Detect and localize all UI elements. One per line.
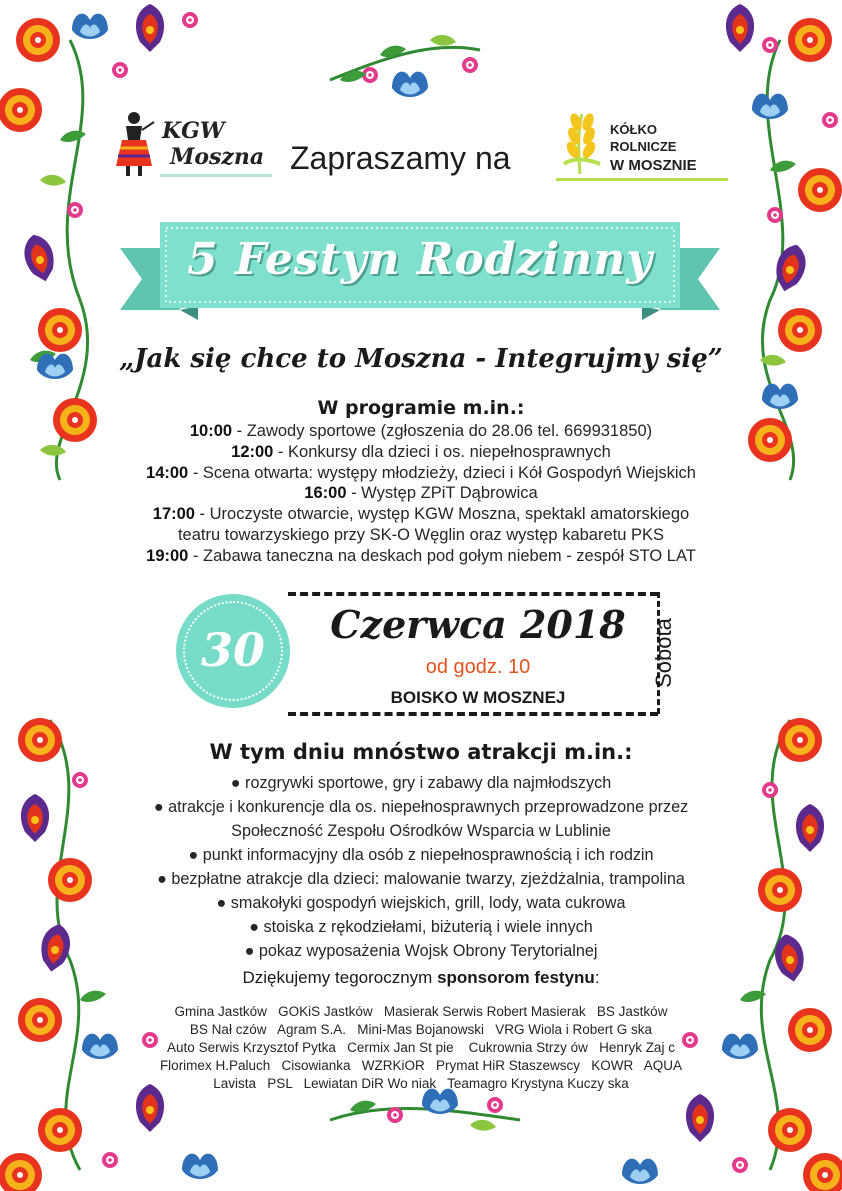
kolko-line2: ROLNICZE [610,139,677,154]
invite-text: Zapraszamy na [290,140,511,176]
attraction-item: Społeczność Zespołu Ośrodków Wsparcia w Lublinie [231,822,611,840]
folk-woman-icon [112,108,158,178]
sponsors-line: Florimex H.Paluch Cisowianka WZRKiOR Prymat HiR Staszewscy KOWR AQUA [159,1058,683,1073]
attraction-item: ● rozgrywki sportowe, gry i zabawy dla najmłodszych [230,774,612,792]
date-top-dash [288,592,658,596]
kgw-logo [112,108,272,178]
program-item: 17:00 - Uroczyste otwarcie, występ KGW Moszna, spektakl amatorskiego [152,505,690,524]
festival-motto: „Jak się chce to Moszna - Integrujmy się” [119,344,723,374]
program-item: 14:00 - Scena otwarta: występy młodzieży, dzieci i Kół Gospodyń Wiejskich [146,463,696,482]
sponsors-line: Gmina Jastków GOKiS Jastków Masierak Serwis Robert Masierak BS Jastków [174,1004,668,1019]
date-bottom-dash [288,712,658,716]
kgw-name-line1: KGW [162,118,225,144]
attraction-item: ● smakołyki gospodyń wiejskich, grill, lody, wata cukrowa [216,894,626,912]
wheat-icon [556,108,606,176]
kolko-line3: W MOSZNIE [610,157,697,174]
date-weekday: Sobota [651,618,676,688]
sponsors-thanks: Dziękujemy tegorocznym sponsorom festynu: [242,968,600,987]
sponsors-line: BS Nał czów Agram S.A. Mini-Mas Bojanowski VRG Wiola i Robert G ska [189,1022,653,1037]
date-circle [176,594,290,708]
program-list [80,421,762,567]
sponsors-line: Auto Serwis Krzysztof Pytka Cermix Jan St pie Cukrownia Strzy ów Henryk Zaj c [167,1040,675,1055]
attraction-item: ● stoiska z rękodziełami, biżuterią i wiele innych [249,918,593,936]
program-heading: W programie m.in.: [317,397,525,419]
attractions-heading: W tym dniu mnóstwo atrakcji m.in.: [209,740,633,764]
kolko-underline [556,178,728,181]
attraction-item: ● punkt informacyjny dla osób z niepełnosprawnością i ich rodzin [188,846,654,864]
attraction-item: ● pokaz wyposażenia Wojsk Obrony Terytorialnej [244,942,598,960]
date-place: BOISKO W MOSZNEJ [390,688,566,707]
kolko-line1: KÓŁKO [610,122,657,137]
date-day: 30 [200,623,265,677]
date-month-year: Czerwca 2018 [330,602,626,647]
attraction-item: ● atrakcje i konkurencje dla os. niepełnosprawnych przeprowadzone przez [153,798,689,816]
program-item: 19:00 - Zabawa taneczna na deskach pod gołym niebem - zespół STO LAT [146,546,696,565]
date-hour: od godz. 10 [425,656,531,678]
festival-title: 5 Festyn Rodzinny [187,234,653,285]
attractions-list [80,771,762,963]
program-item: 12:00 - Konkursy dla dzieci i os. niepełnosprawnych [231,442,611,461]
program-item: 16:00 - Występ ZPiT Dąbrowica [304,484,538,503]
sponsors-list [110,1003,732,1093]
kolko-logo [556,108,728,180]
kgw-underline [160,174,272,177]
sponsors-line: Lavista PSL Lewiatan DiR Wo niak Teamagro Krystyna Kuczy ska [213,1076,629,1091]
attraction-item: ● bezpłatne atrakcje dla dzieci: malowanie twarzy, zjeżdżalnia, trampolina [157,870,685,888]
program-item: 10:00 - Zawody sportowe (zgłoszenia do 28.06 tel. 669931850) [189,422,653,440]
program-item: teatru towarzyskiego przy SK-O Węglin oraz występ kabaretu PKS [177,525,665,544]
kgw-name-line2: Moszna [170,144,265,170]
